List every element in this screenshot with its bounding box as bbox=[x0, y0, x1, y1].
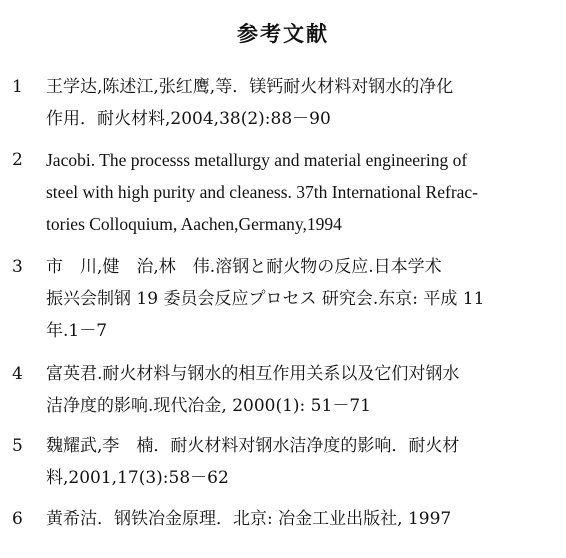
reference-number: 1 bbox=[12, 77, 23, 97]
reference-line: 魏耀武,李 楠．耐火材料对钢水洁净度的影响．耐火材 bbox=[46, 436, 460, 456]
references-heading: 参考文献 bbox=[237, 22, 329, 46]
reference-line: tories Colloquium, Aachen,Germany,1994 bbox=[46, 214, 342, 234]
reference-line: 料,2001,17(3):58－62 bbox=[46, 468, 229, 488]
reference-line: Jacobi. The processs metallurgy and material engineering of bbox=[46, 150, 468, 170]
reference-line: steel with high purity and cleaness. 37th International Refrac- bbox=[46, 182, 479, 202]
reference-line: 洁净度的影响.现代冶金, 2000(1): 51－71 bbox=[46, 396, 371, 416]
reference-number: 5 bbox=[12, 436, 23, 456]
reference-number: 6 bbox=[12, 509, 23, 529]
reference-number: 3 bbox=[12, 257, 23, 277]
reference-line: 富英君.耐火材料与钢水的相互作用关系以及它们对钢水 bbox=[46, 364, 460, 384]
reference-line: 市 川,健 治,林 伟.溶钢と耐火物の反应.日本学术 bbox=[46, 257, 442, 277]
reference-line: 王学达,陈述江,张红鹰,等．镁钙耐火材料对钢水的净化 bbox=[46, 77, 454, 97]
reference-line: 作用．耐火材料,2004,38(2):88－90 bbox=[46, 109, 331, 129]
reference-number: 2 bbox=[12, 150, 23, 170]
reference-number: 4 bbox=[12, 364, 23, 384]
reference-line: 振兴会制钢 19 委员会反应プロセス 研究会.东京: 平成 11 bbox=[46, 289, 485, 309]
reference-line: 黄希沽．钢铁冶金原理．北京: 冶金工业出版社, 1997 bbox=[46, 509, 452, 529]
reference-line: 年.1－7 bbox=[46, 321, 108, 341]
